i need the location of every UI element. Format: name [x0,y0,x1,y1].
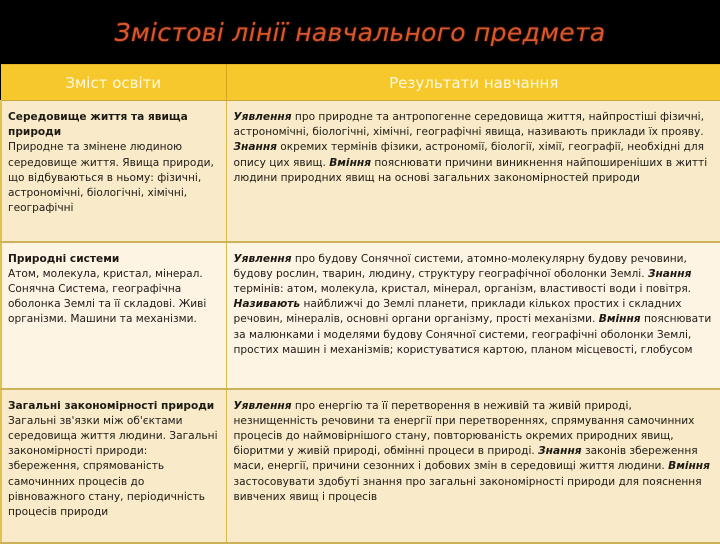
table-header-row [1,65,720,101]
keyword: Називають [233,298,301,311]
keyword: Уявлення [233,399,292,412]
keyword: Знання [233,141,277,154]
results-cell [226,242,720,389]
keyword: Вміння [598,313,641,326]
topic-description: Загальні зв'язки між об'єктами середовища життя людини. Загальні закономірності природи: збереження, спрямованість самочинних процесів до рівноважного стану, періодичність процесів природи [8,414,218,518]
keyword: Знання [538,445,582,458]
topic-title: Середовище життя та явища природи [8,111,188,139]
result-text: про природне та антропогенне середовища життя, найпростіші фізичні, астрономічні, біологічні, хімічні, географічні явища, називають приклади їх прояву. [233,111,704,139]
topic-description: Атом, молекула, кристал, мінерал. Сонячна Система, географічна оболонка Землі та її складові. Живі організми. Машини та механізми. [8,267,207,326]
result-text: найближчі до Землі планети, приклади кількох простих і складних речовин, мінералів, основні органи організму, прості механізми. [233,298,682,326]
table-row [1,389,720,543]
result-text: окремих термінів фізики, астрономії, біології, хімії, географії, необхідні для опису цих явищ. [233,141,704,169]
content-cell [1,389,226,543]
page-title: Змістові лінії навчального предмета [114,17,606,47]
keyword: Вміння [668,460,710,473]
content-table [0,64,720,544]
column-header-results: Результати навчання [226,65,720,101]
keyword: Знання [647,267,692,280]
result-text: про енергію та її перетворення в неживій та живій природі, незнищенність речовини та енергії при перетвореннях, спрямування самочинних процесів до наймовірнішого стану, повторюваність окремих природних явищ, біоритми у живій природі, обмінні процеси в природі. [233,399,695,458]
keyword: Вміння [329,156,372,169]
content-cell [1,242,226,389]
topic-title: Загальні закономірності природи [8,399,215,412]
result-text: термінів: атом, молекула, кристал, мінерал, організм, властивості води і повітря. [233,282,692,295]
topic-title: Природні системи [8,252,120,265]
topic-description: Природне та змінене людиною середовище життя. Явища природи, що відбуваються в ньому: фізичні, астрономічні, біологічні, хімічні, географічні [8,141,214,215]
results-cell [226,389,720,543]
keyword: Уявлення [233,252,292,265]
result-text: застосовувати здобуті знання про загальні закономірності природи для пояснення вивчених явищ і процесів [233,475,702,503]
result-text: законів збереження маси, енергії, причини сезонних і добових змін в середовищі життя людини. [233,445,698,473]
table-row [1,101,720,242]
column-header-content: Зміст освіти [1,65,226,101]
result-text: пояснювати за малюнками і моделями будову Сонячної системи, географічні оболонки Землі, простих машин і механізмів; користуватися картою, планом місцевості, глобусом [233,313,712,356]
result-text: пояснювати причини виникнення найпоширеніших в житті людини природних явищ на основі загальних закономірностей природи [233,156,708,184]
keyword: Уявлення [233,111,292,123]
content-cell [1,101,226,242]
result-text: про будову Сонячної системи, атомно-молекулярну будову речовини, будову рослин, тварин, людину, структуру географічної оболонки Землі. [233,252,687,280]
table-row [1,242,720,389]
results-cell [226,101,720,242]
